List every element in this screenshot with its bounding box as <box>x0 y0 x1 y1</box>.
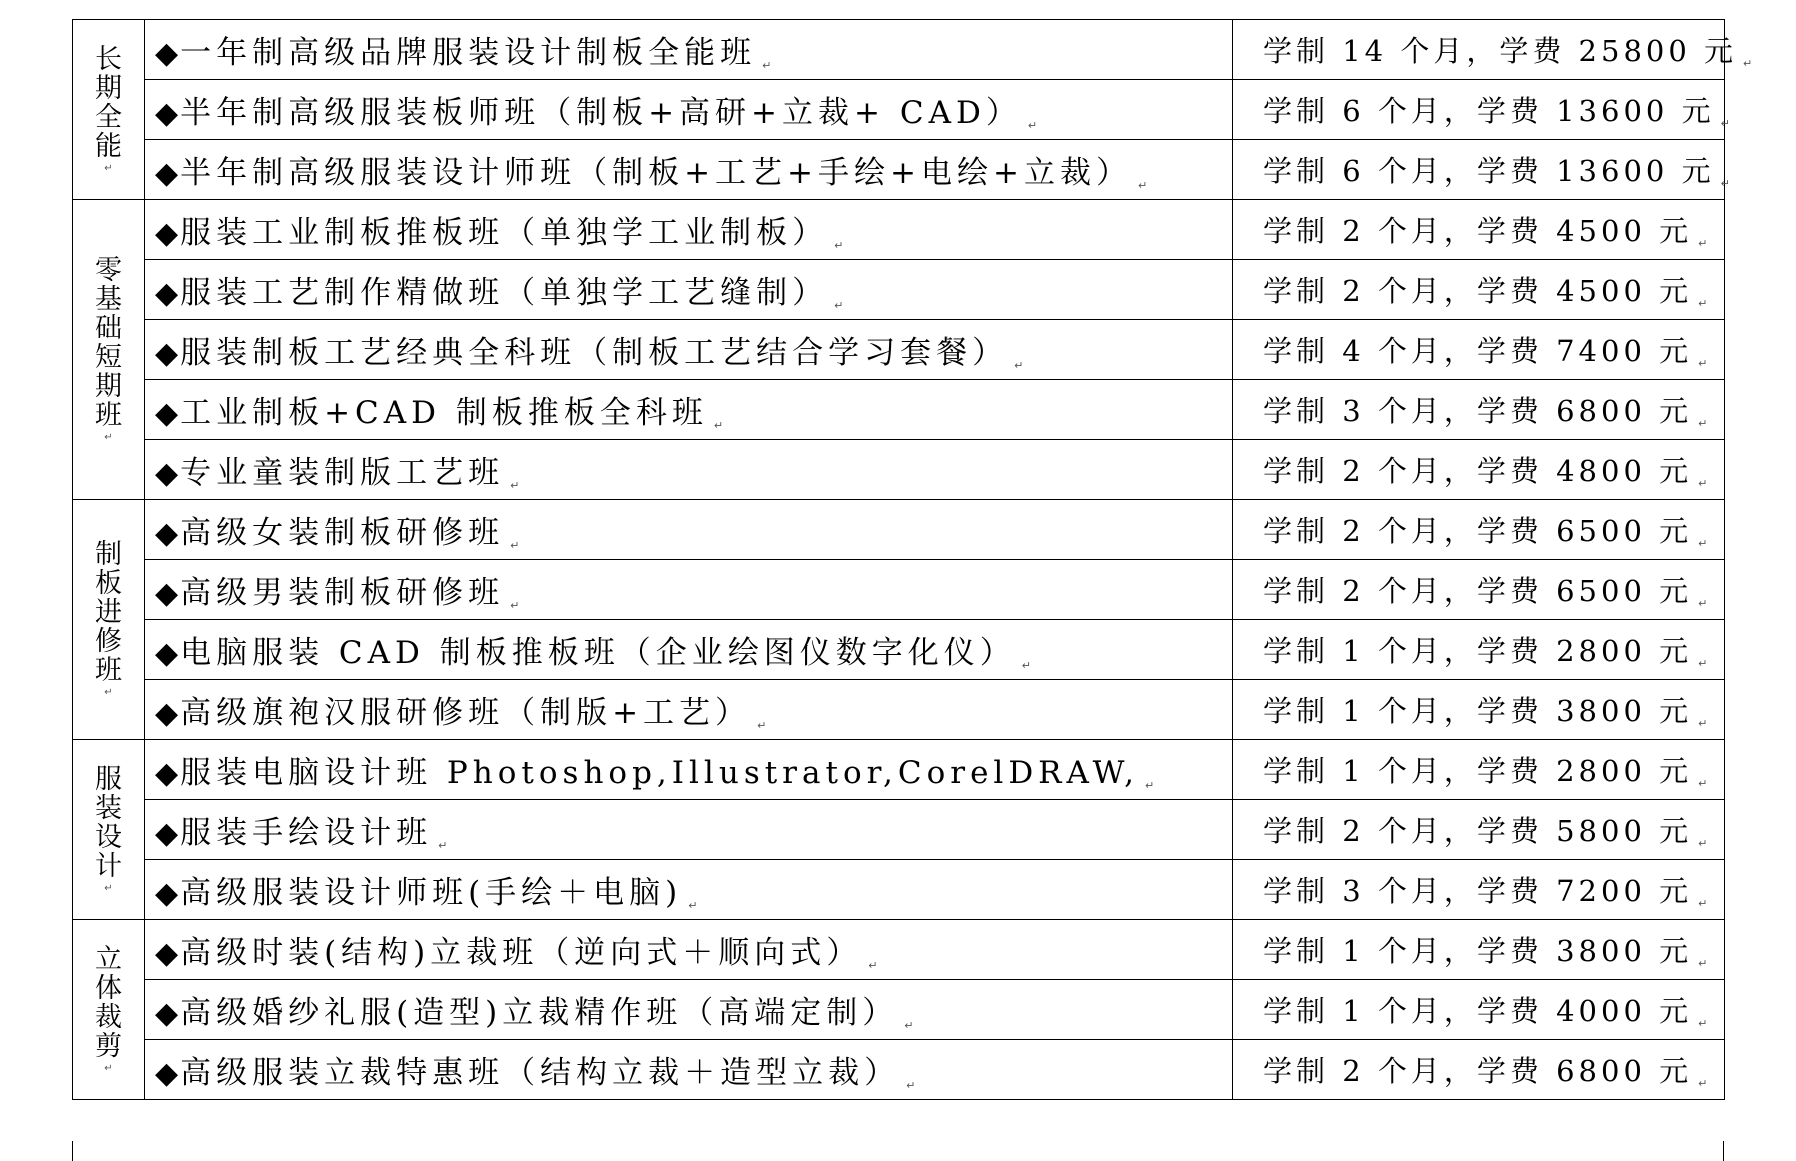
course-duration-fee-cell <box>1233 440 1725 500</box>
course-name: 高级婚纱礼服(造型)立裁精作班（高端定制） <box>180 995 899 1031</box>
course-duration-fee-cell <box>1233 800 1725 860</box>
diamond-bullet-icon: ◆ <box>155 876 179 911</box>
course-duration-fee: 学制 2 个月，学费 6500 元 <box>1263 574 1693 608</box>
course-name-cell <box>145 260 1233 320</box>
paragraph-mark-icon: ↵ <box>1698 837 1708 850</box>
paragraph-mark-icon: ↵ <box>510 599 520 612</box>
paragraph-mark-icon: ↵ <box>1698 537 1708 550</box>
course-row <box>73 920 1725 980</box>
paragraph-mark-icon: ↵ <box>1698 897 1708 910</box>
course-name: 高级服装设计师班(手绘＋电脑) <box>180 875 683 911</box>
course-duration-fee: 学制 1 个月，学费 2800 元 <box>1263 634 1693 668</box>
course-duration-fee: 学制 1 个月，学费 3800 元 <box>1263 934 1693 968</box>
course-name: 工业制板+CAD 制板推板全科班 <box>180 395 708 431</box>
paragraph-mark-icon: ↵ <box>688 899 698 912</box>
category-label: 长期全能 <box>95 43 122 162</box>
paragraph-mark-icon: ↵ <box>104 431 113 443</box>
course-row <box>73 620 1725 680</box>
course-name: 高级时装(结构)立裁班（逆向式＋顺向式） <box>180 935 863 971</box>
diamond-bullet-icon: ◆ <box>155 96 179 131</box>
course-name-cell <box>145 680 1233 740</box>
paragraph-mark-icon: ↵ <box>1021 659 1031 672</box>
course-name-cell <box>145 20 1233 80</box>
course-name-cell <box>145 1040 1233 1100</box>
paragraph-mark-icon: ↵ <box>104 687 113 698</box>
course-row <box>73 1040 1725 1100</box>
table-continuation <box>72 1141 1724 1161</box>
diamond-bullet-icon: ◆ <box>155 216 179 251</box>
course-name-cell <box>145 740 1233 800</box>
diamond-bullet-icon: ◆ <box>155 576 179 611</box>
course-row <box>73 680 1725 740</box>
paragraph-mark-icon: ↵ <box>104 882 113 894</box>
course-duration-fee: 学制 4 个月，学费 7400 元 <box>1263 334 1693 368</box>
paragraph-mark-icon: ↵ <box>868 959 878 972</box>
course-name: 服装手绘设计班 <box>180 815 433 851</box>
course-row <box>73 20 1725 80</box>
course-name-cell <box>145 440 1233 500</box>
course-name-cell <box>145 920 1233 980</box>
course-name: 高级男装制板研修班 <box>180 575 505 611</box>
course-name-cell <box>145 140 1233 200</box>
course-name: 半年制高级服装设计师班（制板+工艺+手绘+电绘+立裁） <box>180 155 1132 191</box>
paragraph-mark-icon: ↵ <box>904 1019 914 1032</box>
course-duration-fee-cell <box>1233 920 1725 980</box>
course-duration-fee: 学制 14 个月，学费 25800 元 <box>1263 34 1738 68</box>
course-duration-fee-cell <box>1233 860 1725 920</box>
course-duration-fee: 学制 1 个月，学费 2800 元 <box>1263 754 1693 788</box>
diamond-bullet-icon: ◆ <box>155 756 179 791</box>
diamond-bullet-icon: ◆ <box>155 996 179 1031</box>
diamond-bullet-icon: ◆ <box>155 36 179 71</box>
paragraph-mark-icon: ↵ <box>1698 237 1708 250</box>
diamond-bullet-icon: ◆ <box>155 516 179 551</box>
category-cell <box>73 20 145 200</box>
course-duration-fee-cell <box>1233 320 1725 380</box>
course-name: 半年制高级服装板师班（制板+高研+立裁+ CAD） <box>180 95 1022 131</box>
course-duration-fee: 学制 6 个月，学费 13600 元 <box>1263 94 1715 128</box>
course-duration-fee-cell <box>1233 260 1725 320</box>
course-name-cell <box>145 620 1233 680</box>
category-label: 服装设计 <box>95 763 122 882</box>
paragraph-mark-icon: ↵ <box>1743 57 1753 70</box>
course-duration-fee: 学制 6 个月，学费 13600 元 <box>1263 154 1715 188</box>
course-row <box>73 440 1725 500</box>
course-name-cell <box>145 500 1233 560</box>
course-row <box>73 800 1725 860</box>
paragraph-mark-icon: ↵ <box>1027 119 1038 132</box>
diamond-bullet-icon: ◆ <box>155 456 179 491</box>
course-duration-fee-cell <box>1233 1040 1725 1100</box>
course-duration-fee-cell <box>1233 560 1725 620</box>
course-table <box>72 19 1753 1100</box>
diamond-bullet-icon: ◆ <box>155 696 179 731</box>
paragraph-mark-icon: ↵ <box>1698 657 1708 670</box>
diamond-bullet-icon: ◆ <box>155 816 179 851</box>
diamond-bullet-icon: ◆ <box>155 636 179 671</box>
course-name-cell <box>145 860 1233 920</box>
course-name-cell <box>145 200 1233 260</box>
paragraph-mark-icon: ↵ <box>104 162 113 174</box>
course-name: 服装制板工艺经典全科班（制板工艺结合学习套餐） <box>180 335 1009 371</box>
course-row <box>73 560 1725 620</box>
category-label: 零基础短期班 <box>95 254 122 431</box>
paragraph-mark-icon: ↵ <box>713 419 724 432</box>
course-name-cell <box>145 380 1233 440</box>
diamond-bullet-icon: ◆ <box>155 396 179 431</box>
course-row <box>73 260 1725 320</box>
category-cell <box>73 500 145 740</box>
course-name: 高级旗袍汉服研修班（制版+工艺） <box>180 695 752 731</box>
category-label: 立体裁剪 <box>95 943 122 1062</box>
paragraph-mark-icon: ↵ <box>1137 179 1148 192</box>
paragraph-mark-icon: ↵ <box>762 59 772 72</box>
course-duration-fee: 学制 1 个月，学费 3800 元 <box>1263 694 1693 728</box>
diamond-bullet-icon: ◆ <box>155 276 179 311</box>
paragraph-mark-icon: ↵ <box>1720 177 1730 190</box>
course-duration-fee: 学制 3 个月，学费 6800 元 <box>1263 394 1693 428</box>
course-row <box>73 200 1725 260</box>
course-name-cell <box>145 320 1233 380</box>
course-duration-fee: 学制 3 个月，学费 7200 元 <box>1263 874 1693 908</box>
course-name: 高级服装立裁特惠班（结构立裁＋造型立裁） <box>180 1055 901 1091</box>
course-name: 服装工艺制作精做班（单独学工艺缝制） <box>180 275 829 311</box>
paragraph-mark-icon: ↵ <box>510 479 520 492</box>
course-duration-fee: 学制 2 个月，学费 4500 元 <box>1263 274 1693 308</box>
category-cell <box>73 920 145 1100</box>
paragraph-mark-icon: ↵ <box>906 1079 916 1092</box>
course-duration-fee: 学制 2 个月，学费 5800 元 <box>1263 814 1693 848</box>
diamond-bullet-icon: ◆ <box>155 336 179 371</box>
course-table-body <box>73 20 1753 1100</box>
course-duration-fee-cell <box>1233 740 1725 800</box>
course-duration-fee-cell <box>1233 80 1730 140</box>
paragraph-mark-icon: ↵ <box>834 299 844 312</box>
paragraph-mark-icon: ↵ <box>1720 117 1730 130</box>
course-duration-fee: 学制 2 个月，学费 6500 元 <box>1263 514 1693 548</box>
course-duration-fee-cell <box>1233 620 1725 680</box>
course-duration-fee-cell <box>1233 680 1725 740</box>
course-duration-fee: 学制 2 个月，学费 4500 元 <box>1263 214 1693 248</box>
course-duration-fee-cell <box>1233 500 1725 560</box>
paragraph-mark-icon: ↵ <box>1698 777 1708 790</box>
course-duration-fee: 学制 1 个月，学费 4000 元 <box>1263 994 1693 1028</box>
paragraph-mark-icon: ↵ <box>1698 417 1708 430</box>
paragraph-mark-icon: ↵ <box>1698 597 1708 610</box>
course-duration-fee-cell <box>1233 20 1753 80</box>
course-row <box>73 320 1725 380</box>
course-duration-fee-cell <box>1233 980 1725 1040</box>
course-name: 专业童装制版工艺班 <box>180 455 505 491</box>
diamond-bullet-icon: ◆ <box>155 156 179 191</box>
course-name: 一年制高级品牌服装设计制板全能班 <box>180 35 757 71</box>
course-name: 服装工业制板推板班（单独学工业制板） <box>180 215 829 251</box>
course-name-cell <box>145 800 1233 860</box>
course-row <box>73 860 1725 920</box>
paragraph-mark-icon: ↵ <box>1144 779 1155 792</box>
category-cell <box>73 200 145 500</box>
paragraph-mark-icon: ↵ <box>1014 359 1024 372</box>
course-row <box>73 80 1725 140</box>
course-duration-fee-cell <box>1233 380 1725 440</box>
paragraph-mark-icon: ↵ <box>1698 1077 1708 1090</box>
course-row <box>73 140 1725 200</box>
paragraph-mark-icon: ↵ <box>1698 717 1708 730</box>
course-row <box>73 380 1725 440</box>
course-duration-fee: 学制 2 个月，学费 4800 元 <box>1263 454 1693 488</box>
course-name: 电脑服装 CAD 制板推板班（企业绘图仪数字化仪） <box>180 635 1016 671</box>
paragraph-mark-icon: ↵ <box>1698 297 1708 310</box>
paragraph-mark-icon: ↵ <box>510 539 520 552</box>
diamond-bullet-icon: ◆ <box>155 1056 179 1091</box>
course-name-cell <box>145 560 1233 620</box>
course-duration-fee-cell <box>1233 140 1730 200</box>
category-cell <box>73 740 145 920</box>
paragraph-mark-icon: ↵ <box>1698 477 1708 490</box>
paragraph-mark-icon: ↵ <box>104 1062 113 1074</box>
paragraph-mark-icon: ↵ <box>1698 357 1708 370</box>
category-label: 制板进修班 <box>95 539 122 686</box>
course-duration-fee-cell <box>1233 200 1725 260</box>
course-duration-fee: 学制 2 个月，学费 6800 元 <box>1263 1054 1693 1088</box>
course-name-cell <box>145 80 1233 140</box>
course-row <box>73 500 1725 560</box>
course-name: 服装电脑设计班 Photoshop,Illustrator,CorelDRAW, <box>180 755 1139 791</box>
course-name: 高级女装制板研修班 <box>180 515 505 551</box>
paragraph-mark-icon: ↵ <box>834 239 844 252</box>
paragraph-mark-icon: ↵ <box>1698 957 1708 970</box>
course-row <box>73 740 1725 800</box>
paragraph-mark-icon: ↵ <box>757 719 767 732</box>
diamond-bullet-icon: ◆ <box>155 936 179 971</box>
course-row <box>73 980 1725 1040</box>
course-name-cell <box>145 980 1233 1040</box>
paragraph-mark-icon: ↵ <box>1698 1017 1708 1030</box>
paragraph-mark-icon: ↵ <box>438 839 448 852</box>
